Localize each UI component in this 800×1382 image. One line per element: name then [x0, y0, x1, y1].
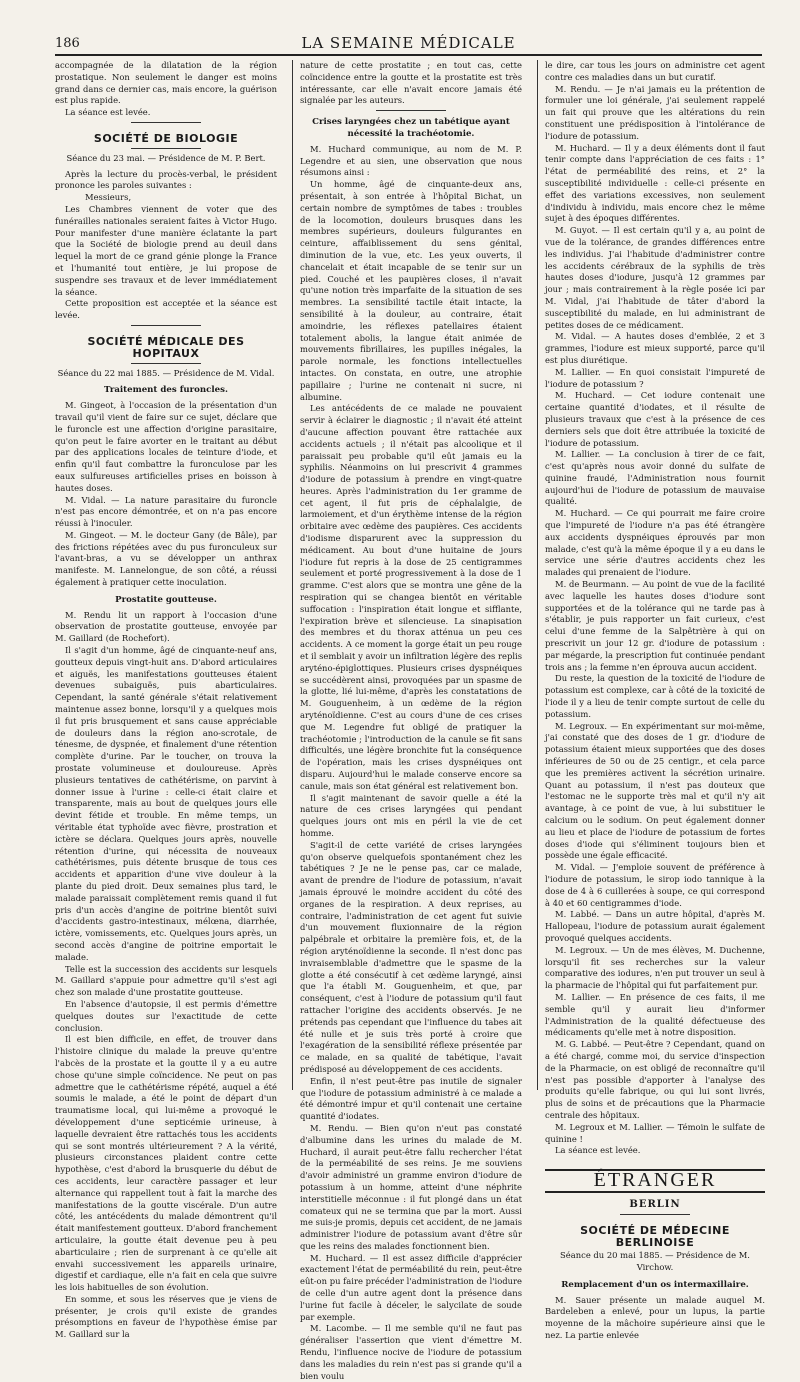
subheading: Remplacement d'un os intermaxillaire. [561, 1279, 749, 1290]
paragraph: Enfin, il n'est peut-être pas inutile de signaler que l'iodure de potassium administré à ce malade a été démontré impur et qu'il contenait une certaine quantité d'iodates. [300, 1075, 522, 1122]
column-2 [300, 60, 522, 1381]
paragraph: Messieurs, [85, 192, 132, 203]
paragraph: Les antécédents de ce malade ne pouvaient servir à éclairer le diagnostic ; il n'avait été atteint d'aucune affection pouvant être rattachée aux accidents actuels ; il n'était pas alcoolique et il paraissait peu probable qu'il eût jamais eu la syphilis. Néanmoins on lui prescrivit 4 grammes d'iodure de potassium à prendre en vingt-quatre heures. Après l'administration du 1er gramme de cet agent, il fut pris de céphalalgie, de larmoiement, et d'un érythème intense de la région orbitaire avec œdème des paupières. Ces accidents d'iodisme disparurent avec la suppression du médicament. Au bout d'une huitaine de jours l'iodure fut repris à la dose de 25 centigrammes seulement et porté progressivement à la dose de 1 gramme. C'est alors que se montra une gêne de la respiration qui se changea bientôt en véritable suffocation : l'inspiration était longue et sifflante, l'expiration brève et silencieuse. La sinapisation des membres et du thorax atténua un peu ces accidents. A ce moment la gorge était un peu rouge et il semblait y avoir un infiltration légère des replis aryténo-épiglottiques. Plusieurs crises dyspnéiques se succédèrent ainsi, provoquées par un spasme de la glotte, lié lui-même, d'après les constatations de M. Gouguenheim, à un œdème de la région aryténoïdienne. C'est au cours d'une de ces crises que M. Legendre fut obligé de pratiquer la trachéotomie ; l'introduction de la canule se fit sans difficultés, une légère bronchite fut la conséquence de l'opération, mais les crises dyspnéiques ont disparu. Aujourd'hui le malade conserve encore sa canule, mais son état général est relativement bon. [300, 403, 522, 791]
section-rule [131, 363, 201, 364]
paragraph: La séance est levée. [555, 1145, 641, 1156]
paragraph: M. Huchard. — Il y a deux éléments dont il faut tenir compte dans l'appréciation de ces faits : 1° l'état de perméabilité des reins, et 2° la susceptibilité individuelle : celle-ci présente en effet des variations excessives, non seulement d'individu à individu, mais encore chez le même sujet à des époques différentes. [545, 142, 765, 224]
paragraph: M. Guyot. — Il est certain qu'il y a, au point de vue de la tolérance, de grandes différences entre les individus. J'ai l'habitude d'administrer contre les accidents cérébraux de la syphilis de très hautes doses d'iodure, jusqu'à 12 grammes par jour ; mais contrairement à la règle posée ici par M. Vidal, j'ai l'habitude de tâter d'abord la susceptibilité du malade, en lui administrant de petites doses de ce médicament. [545, 225, 765, 330]
paragraph: le dire, car tous les jours on administre cet agent contre ces maladies dans un but curatif. [545, 60, 765, 82]
paragraph: M. Huchard communique, au nom de M. P. Legendre et au sien, une observation que nous résumons ainsi : [300, 143, 522, 178]
paragraph: M. Huchard. — Cet iodure contenait une certaine quantité d'iodates, et il résulte de plusieurs travaux que c'est à la présence de ces derniers sels que doit être attribuée la toxicité de l'iodure de potassium. [545, 390, 765, 448]
paragraph: accompagnée de la dilatation de la région prostatique. Non seulement le danger est moins grand dans ce dernier cas, mais encore, la guérison est plus rapide. [55, 60, 277, 106]
paragraph: M. Lallier. — En présence de ces faits, il me semble qu'il y aurait lieu d'informer l'Administration de la qualité défectueuse des médicaments qu'elle met à notre disposition. [545, 991, 765, 1038]
column-3 [545, 60, 765, 1341]
seance-line: Séance du 22 mai 1885. — Présidence de M. Vidal. [57, 367, 275, 378]
seance-line: Séance du 20 mai 1885. — Présidence de M. Virchow. [560, 1250, 750, 1273]
paragraph: M. Legroux. — Un de mes élèves, M. Duchenne, lorsqu'il fit ses recherches sur la valeur comparative des iodures, n'en put trouver un seul à la pharmacie de l'hôpital qui fut parfaitement pur. [545, 944, 765, 991]
paragraph: M. Sauer présente un malade auquel M. Bardeleben a enlevé, pour un lupus, la partie moyenne de la mâchoire supérieure ainsi que le nez. La partie enlevée [545, 1294, 765, 1341]
paragraph: M. de Beurmann. — Au point de vue de la facilité avec laquelle les hautes doses d'iodure sont supportées et de la tolérance qui ne tarde pas à s'établir, je puis rapporter un fait curieux, c'est celui d'une femme de la Salpêtrière à qui on prescrivit un jour 12 gr. d'iodure de potassium : par mégarde, la prescription fut continuée pendant trois ans ; la femme n'en éprouva aucun accident. [545, 579, 765, 672]
paragraph: M. Huchard. — Il est assez difficile d'apprécier exactement l'état de perméabilité du rein, peut-être eût-on pu faire précéder l'administration de l'iodure de celle d'un autre agent dont la présence dans l'urine fut facile à déceler, le salycilate de soude par exemple. [300, 1252, 522, 1322]
berlin-heading: BERLIN [629, 1198, 681, 1210]
paragraph: Telle est la succession des accidents sur lesquels M. Gaillard s'appuie pour admettre qu'il s'est agi chez son malade d'une prostatite goutteuse. [55, 963, 277, 998]
section-heading-hopitaux: SOCIÉTÉ MÉDICALE DES HOPITAUX [87, 334, 245, 360]
paragraph: M. Gingeot, à l'occasion de la présentation d'un travail qu'il vient de faire sur ce sujet, déclare que le furoncle est une affection d'origine parasitaire, qu'on peut le faire avorter en le traitant au début par des applications locales de teinture d'iode, et enfin qu'il faut combattre la furonculose par les eaux sulfureuses artificielles prises en boisson à hautes doses. [55, 400, 277, 493]
section-rule [131, 148, 201, 149]
page-header [55, 34, 762, 54]
paragraph: M. Vidal. — A hautes doses d'emblée, 2 et 3 grammes, l'iodure est mieux supporté, parce qu'il est plus diurétique. [545, 331, 765, 365]
column-1 [55, 60, 277, 1340]
paragraph: M. Legroux et M. Lallier. — Témoin le sulfate de quinine ! [545, 1121, 765, 1144]
seance-line: Séance du 23 mai. — Présidence de M. P. Bert. [66, 152, 266, 163]
section-heading-biologie: SOCIÉTÉ DE BIOLOGIE [93, 131, 239, 145]
paragraph: M. Lacombe. — Il me semble qu'il ne faut pas généraliser l'assertion que vient d'émettre M. Rendu, l'influence nocive de l'iodure de potassium dans les maladies du rein n'est pas si grande qu'il a bien voulu [300, 1323, 522, 1381]
paragraph: M. Legroux. — En expérimentant sur moi-même, j'ai constaté que des doses de 1 gr. d'iodure de potassium étaient mieux supportées que des doses inférieures de 50 ou de 25 centigr., et cela parce que les premières activent la sécrétion urinaire. Quant au potassium, il n'est pas douteux que l'estomac ne le supporte très mal et qu'il n'y ait avantage, à ce point de vue, à lui substituer le calcium ou le sodium. On peut également donner au lieu et place de l'iodure de potassium de fortes doses d'iode qui s'éliminent toujours bien et possède une égale efficacité. [545, 720, 765, 861]
paragraph: M. Rendu. — Je n'ai jamais eu la prétention de formuler une loi générale, j'ai seulement rappelé un fait qui prouve que les altérations du rein constituent une prédisposition à l'intolérance de l'iodure de potassium. [545, 83, 765, 141]
header-rule [55, 54, 762, 56]
paragraph: M. Vidal. — La nature parasitaire du furoncle n'est pas encore démontrée, et on n'a pas encore réussi à l'inoculer. [55, 494, 277, 529]
paragraph: En l'absence d'autopsie, il est permis d'émettre quelques doutes sur l'exactitude de cette conclusion. [55, 998, 277, 1033]
section-heading-berlin: SOCIÉTÉ DE MÉDECINE BERLINOISE [580, 1223, 730, 1249]
paragraph: Les Chambres viennent de voter que des funérailles nationales seraient faites à Victor Hugo. Pour manifester d'une manière éclatante la part que la Société de biologie prend au deuil dans lequel la mort de ce grand génie plonge la France et l'humanité tout entière, je lui propose de suspendre ses travaux et de lever immédiatement la séance. [55, 203, 277, 297]
column-divider [292, 60, 293, 1090]
section-rule [376, 110, 446, 111]
paragraph: M. G. Labbé. — Peut-être ? Cependant, quand on a été chargé, comme moi, du service d'inspection de la Pharmacie, on est obligé de reconnaître qu'il n'est pas possible d'apporter à l'analyse des produits qu'elle fabrique, ou qui lui sont livrés, plus de soins et de précautions que la Pharmacie centrale des hôpitaux. [545, 1039, 765, 1120]
section-rule [131, 325, 201, 326]
paragraph: nature de cette prostatite ; en tout cas, cette coïncidence entre la goutte et la prostatite est très intéressante, car elle n'avait encore jamais été signalée par les auteurs. [300, 60, 522, 106]
paragraph: M. Labbé. — Dans un autre hôpital, d'après M. Hallopeau, l'iodure de potassium aurait également provoqué quelques accidents. [545, 909, 765, 943]
page-number: 186 [55, 36, 80, 51]
subheading: Prostatite goutteuse. [115, 594, 217, 605]
paragraph: Un homme, âgé de cinquante-deux ans, présentait, à son entrée à l'hôpital Bichat, un certain nombre de symptômes de tabes : troubles de la locomotion, douleurs brusques dans les membres supérieurs, douleurs fulgurantes en ceinture, affaiblissement du sens génital, diminution de la vue, etc. Les yeux ouverts, il chancelait et était incapable de se tenir sur un pied. Couché et les paupières closes, il n'avait qu'une notion très imparfaite de la situation de ses membres. La sensibilité tactile était intacte, la sensibilité à la douleur, au contraire, était amoindrie, les réflexes patellaires étaient totalement abolis, la langue était animée de mouvements fibrillaires, les pupilles inégales, la parole normale, les fonctions intellectuelles intactes. On constata, en outre, une atrophie papillaire ; l'urine ne contenait ni sucre, ni albumine. [300, 179, 522, 402]
paragraph: Cette proposition est acceptée et la séance est levée. [55, 298, 277, 321]
journal-title: LA SEMAINE MÉDICALE [301, 34, 516, 52]
paragraph: M. Lallier. — En quoi consistait l'impureté de l'iodure de potassium ? [545, 366, 765, 389]
paragraph: M. Rendu. — Bien qu'on n'eut pas constaté d'albumine dans les urines du malade de M. Huchard, il aurait peut-être fallu rechercher l'état de la perméabilité de ses reins. Je me souviens d'avoir administré un gramme environ d'iodure de potassium à un homme, atteint d'une néphrite interstitielle méconnue : il fut plongé dans un état comateux qui ne se termina que par la mort. Aussi me suis-je promis, depuis cet accident, de ne jamais administrer l'iodure de potassium avant d'être sûr que les reins des malades fonctionnent bien. [300, 1122, 522, 1251]
paragraph: Du reste, la question de la toxicité de l'iodure de potassium est complexe, car à côté de la toxicité de l'iode il y a lieu de tenir compte surtout de celle du potassium. [545, 673, 765, 719]
paragraph: Il est bien difficile, en effet, de trouver dans l'histoire clinique du malade la preuve qu'entre l'abcès de la prostate et la goutte il y a eu autre chose qu'une simple coïncidence. Ne peut on pas admettre que le cathétérisme répété, auquel a été soumis le malade, a été le point de départ d'un traumatisme local, qui lui-même a provoqué le développement d'une septicémie urineuse, à laquelle devraient être rattachés tous les accidents qui se sont montrés ultérieurement ? A la vérité, plusieurs circonstances plaident contre cette hypothèse, c'est d'abord la brusquerie du début de ces accidents, leur caractère passager et leur alternance qui rappellent tout à fait la marche des manifestations de la goutte viscérale. D'un autre côté, les antécédents du malade démontrent qu'il était manifestement goutteux. D'abord franchement articulaire, la goutte était devenue peu à peu abarticulaire ; rien de surprenant à ce qu'elle ait envahi successivement les appareils urinaire, digestif et cardiaque, elle n'a fait en cela que suivre les lois habituelles de son évolution. [55, 1034, 277, 1293]
paragraph: Après la lecture du procès-verbal, le président prononce les paroles suivantes : [55, 168, 277, 191]
paragraph: M. Vidal. — J'emploie souvent de préférence à l'iodure de potassium, le sirop iodo tannique à la dose de 4 à 6 cuillerées à soupe, ce qui correspond à 40 et 60 centigrammes d'iode. [545, 862, 765, 908]
paragraph: Il s'agit d'un homme, âgé de cinquante-neuf ans, goutteux depuis vingt-huit ans. D'abord articulaires et aiguës, les manifestations goutteuses étaient devenues subaiguës, puis abarticulaires. Cependant, la santé générale s'était relativement maintenue assez bonne, lorsqu'il y a quelques mois il fut pris brusquement et sans cause appréciable de douleurs dans la région ano-scrotale, de ténesme, de dyspnée, et finalement d'une rétention complète d'urine. Par le toucher, on trouva la prostate volumineuse et douloureuse. Après plusieurs tentatives de cathétérisme, on parvint à donner issue à l'urine : celle-ci était claire et transparente, mais au bout de quelques jours elle devint fétide et trouble. En même temps, un véritable état typhoïde avec fièvre, prostration et ictère se déclara. Quelques jours après, nouvelle rétention d'urine, qui nécessita de nouveaux cathétérismes, puis détente brusque de tous ces accidents et apparition d'une vive douleur à la plante du pied droit. Deux semaines plus tard, le malade paraissait complètement remis quand il fut pris d'un accès d'angine de poitrine bientôt suivi d'accidents gastro-intestinaux, mélœna, diarrhée, ictère, vomissements, etc. Quelques jours après, un second accès d'angine de poitrine emportait le malade. [55, 645, 277, 962]
paragraph: M. Rendu lit un rapport à l'occasion d'une observation de prostatite goutteuse, envoyée par M. Gaillard (de Rochefort). [55, 609, 277, 644]
section-rule [620, 1214, 690, 1215]
paragraph: Il s'agit maintenant de savoir quelle a été la nature de ces crises laryngées qui pendant quelques jours ont mis en péril la vie de cet homme. [300, 792, 522, 838]
paragraph: S'agit-il de cette variété de crises laryngées qu'on observe quelquefois spontanément chez les tabétiques ? Je ne le pense pas, car ce malade, avant de prendre de l'iodure de potassium, n'avait jamais éprouvé le moindre accident du côté des organes de la respiration. A deux reprises, au contraire, l'administration de cet agent fut suivie d'un mouvement fluxionnaire de la région palpébrale et orbitaire la première fois, et, de la région aryténoïdienne la seconde. Il n'est donc pas invraisemblable d'admettre que le spasme de la glotte a été consécutif à cet œdème laryngé, ainsi que l'a établi M. Gouguenheim, et que, par conséquent, c'est à l'iodure de potassium qu'il faut rattacher l'origine des accidents observés. Je ne prétends pas cependant que l'influence du tabes ait été nulle et je suis très porté à croire que l'exagération de la sensibilité réflexe présentée par ce malade, en sa qualité de tabétique, l'avait prédisposé au développement de ces accidents. [300, 839, 522, 1074]
paragraph: En somme, et sous les réserves que je viens de présenter, je crois qu'il existe de grandes présomptions en faveur de l'hypothèse émise par M. Gaillard sur la [55, 1293, 277, 1340]
subheading: Traitement des furoncles. [104, 385, 228, 396]
subheading: Crises laryngées chez un tabétique ayant nécessité la trachéotomie. [312, 117, 510, 139]
etranger-heading: ÉTRANGER [545, 1169, 765, 1193]
paragraph: La séance est levée. [65, 107, 151, 118]
paragraph: M. Lallier. — La conclusion à tirer de ce fait, c'est qu'après nous avoir donné du sulfate de quinine fraudé, l'Administration nous fournit aujourd'hui de l'iodure de potassium de mauvaise qualité. [545, 449, 765, 507]
paragraph: M. Gingeot. — M. le docteur Gany (de Bâle), par des frictions répétées avec du pus furonculeux sur l'avant-bras, a vu se développer un anthrax manifeste. M. Lannelongue, de son côté, a réussi également à pratiquer cette inoculation. [55, 529, 277, 588]
column-divider [537, 60, 538, 1090]
paragraph: M. Huchard. — Ce qui pourrait me faire croire que l'impureté de l'iodure n'a pas été étrangère aux accidents dyspnéiques éprouvés par mon malade, c'est qu'à la même époque il y a eu dans le service une série d'autres accidents chez les malades qui prenaient de l'iodure. [545, 508, 765, 578]
section-rule [131, 122, 201, 123]
